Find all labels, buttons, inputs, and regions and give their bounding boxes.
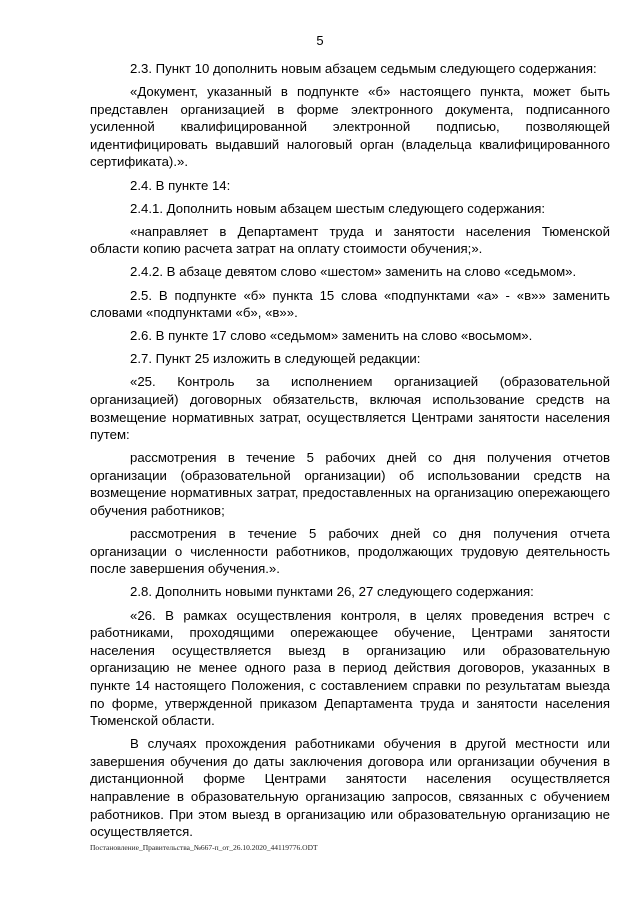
paragraph: рассмотрения в течение 5 рабочих дней со дня получения отчетов организации (образовательной организации) об использовании средств на возмещение нормативных затрат, предоставленных на организацию опережающего обучения работников; (90, 450, 610, 519)
paragraph: 2.4. В пункте 14: (130, 177, 231, 193)
document-footer: Постановление_Правительства_№667-п_от_26.10.2020_44119776.ODT (90, 843, 318, 852)
paragraph: 2.6. В пункте 17 слово «седьмом» заменить на слово «восьмом». (130, 328, 533, 344)
paragraph: В случаях прохождения работниками обучения в другой местности или завершения обучения до даты заключения договора или организации обучения в дистанционной форме Центрами занятости населения осуществляется направление в образовательную организацию запросов, связанных с обучением работников. При этом выезд в организацию или образовательную организацию не осуществляется. (90, 736, 610, 840)
document-body (90, 60, 610, 846)
paragraph: «Документ, указанный в подпункте «б» настоящего пункта, может быть представлен организацией в форме электронного документа, подписанного усиленной квалифицированной электронной подписью, позволяющей идентифицировать выдавший налоговый орган (владельца квалифицированного сертификата).». (90, 84, 610, 170)
paragraph: «26. В рамках осуществления контроля, в целях проведения встреч с работниками, проходящими опережающее обучение, Центрами занятости населения осуществляется выезд в организацию или образовательную организацию не менее одного раза в период действия договоров, указанных в пункте 14 настоящего Положения, с составлением справки по результатам выезда по форме, утвержденной приказом Департамента труда и занятости населения Тюменской области. (90, 607, 610, 729)
paragraph: 2.8. Дополнить новыми пунктами 26, 27 следующего содержания: (130, 584, 534, 600)
paragraph: 2.4.1. Дополнить новым абзацем шестым следующего содержания: (130, 200, 546, 216)
page-number: 5 (316, 33, 324, 48)
paragraph: «25. Контроль за исполнением организацией (образовательной организацией) договорных обязательств, включая использование средств на возмещение нормативных затрат, осуществляется Центрами занятости населения путем: (90, 374, 610, 443)
paragraph: 2.3. Пункт 10 дополнить новым абзацем седьмым следующего содержания: (130, 61, 597, 76)
paragraph: 2.5. В подпункте «б» пункта 15 слова «подпунктами «а» - «в»» заменить словами «подпунктами «б», «в»». (90, 287, 610, 321)
paragraph: 2.4.2. В абзаце девятом слово «шестом» заменить на слово «седьмом». (130, 264, 577, 280)
paragraph: «направляет в Департамент труда и занятости населения Тюменской области копию расчета затрат на оплату стоимости обучения;». (90, 223, 610, 257)
paragraph: рассмотрения в течение 5 рабочих дней со дня получения отчета организации о численности работников, продолжающих трудовую деятельность после завершения обучения.». (90, 526, 610, 577)
paragraph: 2.7. Пункт 25 изложить в следующей редакции: (130, 351, 421, 367)
